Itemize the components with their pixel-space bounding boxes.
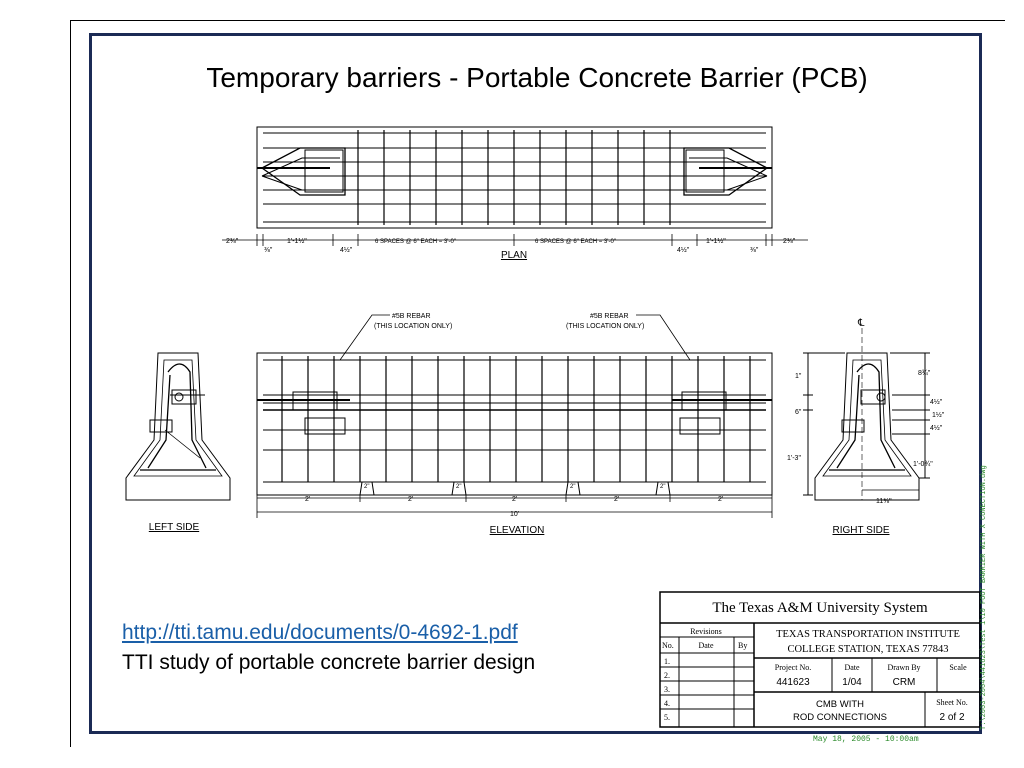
rebar-note-right-line2: (THIS LOCATION ONLY) [566, 323, 645, 330]
left-side-label: LEFT SIDE [148, 522, 200, 533]
rebar-note-left-line2: (THIS LOCATION ONLY) [374, 323, 453, 330]
elevation-dimension-texts [305, 484, 723, 518]
plan-dim-right-end: 2⅜" [783, 238, 796, 245]
slide-title: Temporary barriers - Portable Concrete Barrier (PCB) [206, 62, 868, 93]
elevation-view [257, 353, 772, 495]
plan-label: PLAN [500, 250, 528, 261]
rebar-note-right-line1: #5B REBAR [590, 313, 629, 320]
tb-date: 1/04 [842, 677, 862, 688]
elev-dim-seg1: 2' [305, 496, 311, 503]
right-side-label: RIGHT SIDE [832, 525, 890, 536]
drawing-file-path: T:\2003-2004\441623\Test 1\10 FOOT BARRIER WITH X CONECTION.dwg [980, 465, 988, 730]
elev-dim-slot3: 2" [570, 484, 576, 490]
rebar-notes [374, 313, 644, 330]
plan-dim-spaces-right: 6 SPACES @ 6" EACH = 3'-0" [535, 239, 616, 245]
elev-dim-slot1: 2" [364, 484, 370, 490]
title-block-texts [662, 600, 968, 723]
elev-dim-total: 10' [510, 511, 520, 518]
plan-dim-right-c: 4½" [677, 247, 690, 254]
right-side-centerline: ℄ [858, 318, 865, 329]
side-dim-h1: 1" [795, 373, 802, 380]
plot-date-stamp: May 18, 2005 - 10:00am [813, 735, 919, 744]
plan-dim-spaces-left: 6 SPACES @ 6" EACH = 3'-0" [375, 239, 456, 245]
side-dim-base-width: 11⅝" [876, 498, 892, 505]
tb-sheet-label: Sheet No. [936, 698, 968, 707]
tb-row-2: 2. [664, 671, 670, 680]
side-dim-h3: 1'-3" [787, 455, 801, 462]
tb-project-no-label: Project No. [774, 663, 812, 672]
tb-row-5: 5. [664, 713, 670, 722]
plan-dim-right-a: ⅜" [750, 247, 759, 254]
side-dim-r1: 4½" [930, 399, 943, 406]
side-dim-top-width: 8¾" [918, 370, 931, 377]
tb-col-by: By [738, 641, 748, 650]
right-side-dimension-texts [787, 318, 945, 505]
elev-dim-seg2: 2' [408, 496, 414, 503]
tb-description-line1: CMB WITH [815, 699, 865, 710]
elev-dim-slot2: 2" [456, 484, 462, 490]
tb-drawn-by: CRM [892, 677, 916, 688]
tb-revisions-header: Revisions [690, 627, 722, 636]
tb-system-name: The Texas A&M University System [712, 600, 928, 616]
rebar-note-left-line1: #5B REBAR [392, 313, 431, 320]
tb-col-date: Date [698, 641, 714, 650]
tb-sheet: 2 of 2 [939, 712, 965, 723]
side-dim-overall-height: 1'-0¾" [913, 461, 933, 468]
tb-institute-line1: TEXAS TRANSPORTATION INSTITUTE [776, 629, 960, 640]
plan-dim-left-a: ⅜" [264, 247, 273, 254]
tti-report-link[interactable]: http://tti.tamu.edu/documents/0-4692-1.pdf [122, 621, 518, 644]
tb-project-no: 441623 [776, 677, 810, 688]
side-dim-h2: 6" [795, 409, 802, 416]
left-side-view [126, 353, 230, 500]
tb-scale-label: Scale [949, 663, 967, 672]
elevation-label: ELEVATION [489, 525, 545, 536]
plan-view [257, 127, 772, 228]
elev-dim-seg3: 2' [512, 496, 518, 503]
side-dim-r3: 4½" [930, 425, 943, 432]
tb-row-1: 1. [664, 657, 670, 666]
elev-dim-seg4: 2' [614, 496, 620, 503]
plan-dim-left-b: 1'-1½" [287, 238, 307, 245]
plan-dim-left-end: 2⅜" [226, 238, 239, 245]
tb-date-label: Date [844, 663, 860, 672]
right-side-view [803, 328, 930, 500]
plan-dim-right-b: 1'-1½" [706, 238, 726, 245]
tb-drawn-by-label: Drawn By [887, 663, 921, 672]
tb-institute-line2: COLLEGE STATION, TEXAS 77843 [787, 644, 949, 655]
elev-dim-slot4: 2" [660, 484, 666, 490]
plan-dim-left-c: 4½" [340, 247, 353, 254]
tb-row-3: 3. [664, 685, 670, 694]
elev-dim-seg5: 2' [718, 496, 724, 503]
slide-caption: TTI study of portable concrete barrier design [122, 651, 536, 674]
tb-col-no: No. [662, 641, 674, 650]
side-dim-r2: 1½" [932, 412, 945, 419]
tb-description-line2: ROD CONNECTIONS [793, 712, 887, 723]
tb-row-4: 4. [664, 699, 670, 708]
